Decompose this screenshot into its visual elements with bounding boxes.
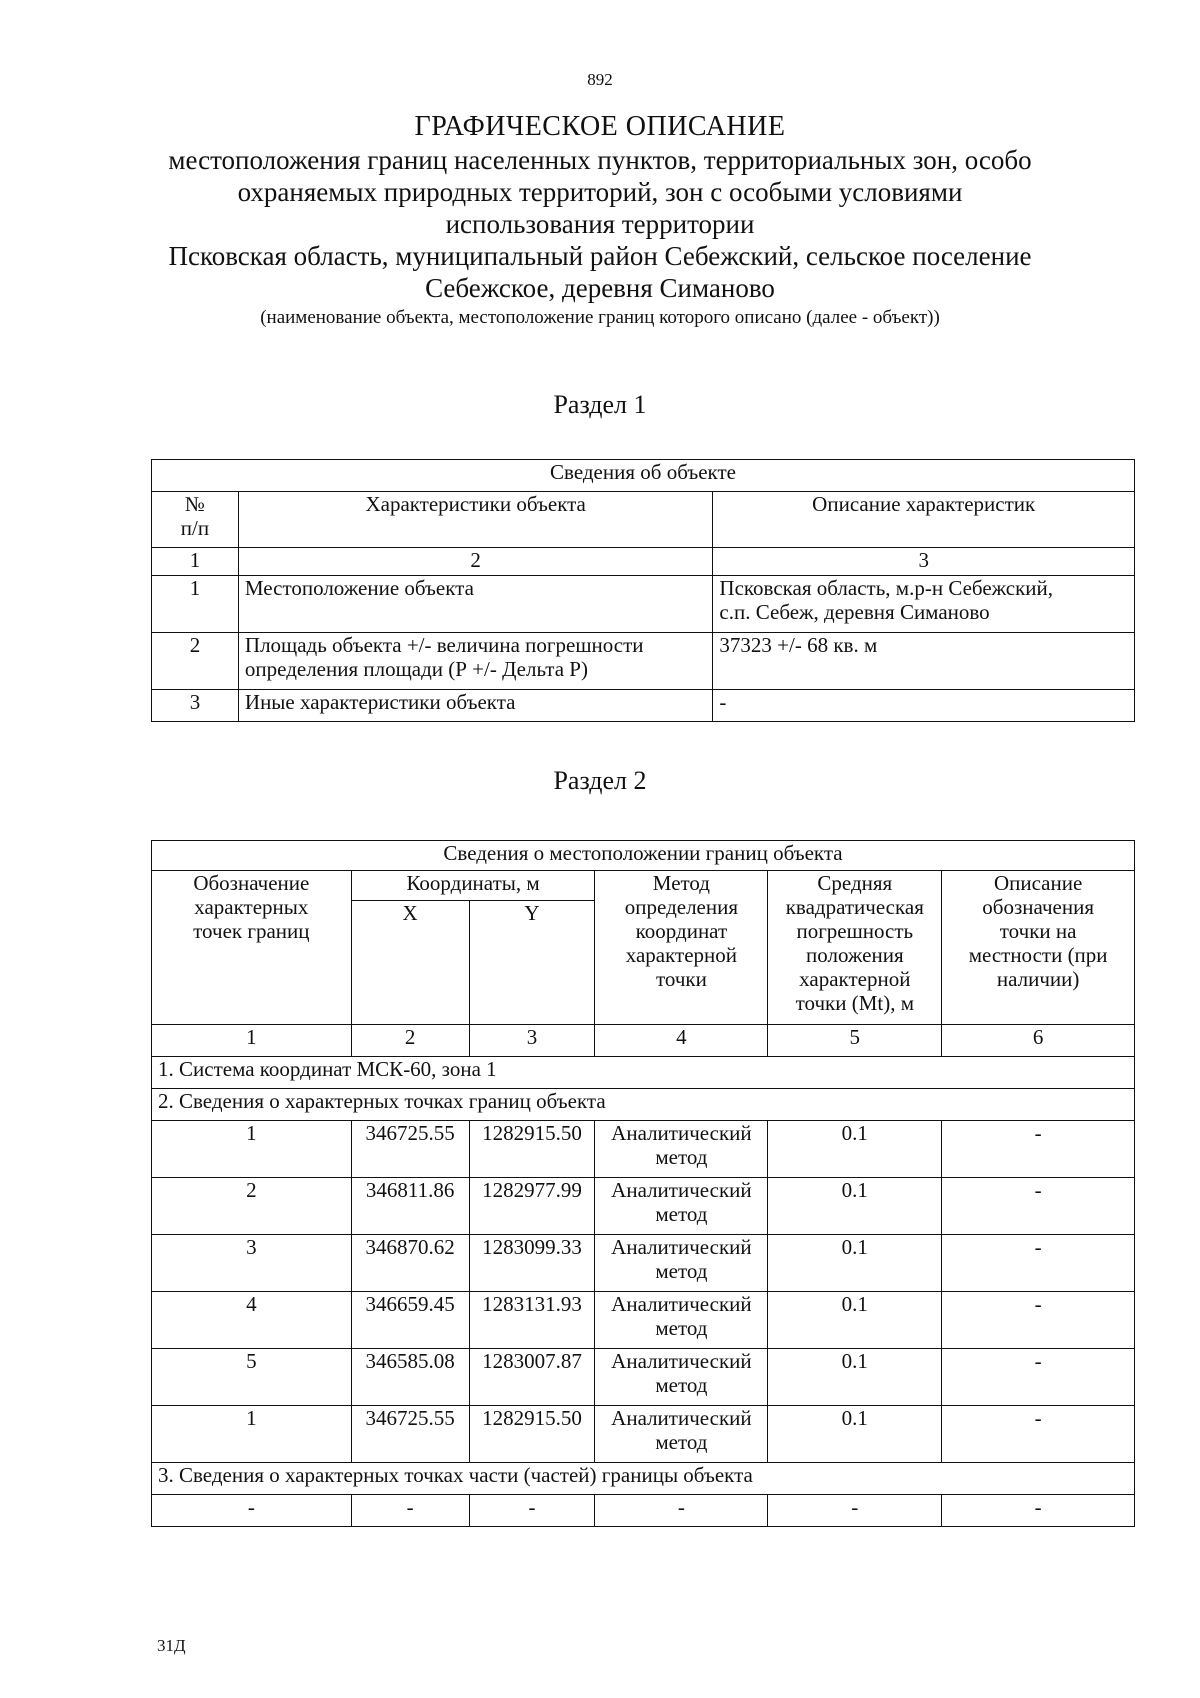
point-mt: 0.1 bbox=[768, 1178, 942, 1235]
point-method: Аналитический метод bbox=[595, 1406, 768, 1463]
parts-value: - bbox=[152, 1495, 352, 1527]
point-method: Аналитический метод bbox=[595, 1178, 768, 1235]
point-y: 1283007.87 bbox=[469, 1349, 595, 1406]
point-x: 346725.55 bbox=[351, 1406, 469, 1463]
boundary-table-title: Сведения о местоположении границ объекта bbox=[152, 841, 1135, 871]
col-number: 3 bbox=[469, 1025, 595, 1057]
header-description: Описание характеристик bbox=[713, 492, 1135, 548]
col-number: 2 bbox=[351, 1025, 469, 1057]
col-number: 5 bbox=[768, 1025, 942, 1057]
row-characteristic: Местоположение объекта bbox=[238, 576, 713, 633]
point-x: 346725.55 bbox=[351, 1121, 469, 1178]
table-row bbox=[152, 1406, 1135, 1463]
point-desc: - bbox=[942, 1121, 1135, 1178]
col-number: 4 bbox=[595, 1025, 768, 1057]
point-x: 346659.45 bbox=[351, 1292, 469, 1349]
point-x: 346585.08 bbox=[351, 1349, 469, 1406]
row-characteristic: Площадь объекта +/- величина погрешности определения площади (Р +/- Дельта Р) bbox=[238, 633, 713, 690]
object-info-table bbox=[151, 459, 1135, 722]
point-y: 1283099.33 bbox=[469, 1235, 595, 1292]
table-row bbox=[152, 1495, 1135, 1527]
header-error: Средняя квадратическая погрешность положения характерной точки (Mt), м bbox=[768, 871, 942, 1025]
header-x: X bbox=[351, 901, 469, 1025]
col-number: 1 bbox=[152, 548, 239, 576]
point-method: Аналитический метод bbox=[595, 1292, 768, 1349]
point-id: 1 bbox=[152, 1406, 352, 1463]
point-id: 4 bbox=[152, 1292, 352, 1349]
point-y: 1282915.50 bbox=[469, 1406, 595, 1463]
point-mt: 0.1 bbox=[768, 1406, 942, 1463]
row-num: 1 bbox=[152, 576, 239, 633]
row-characteristic: Иные характеристики объекта bbox=[238, 690, 713, 722]
row-description: - bbox=[713, 690, 1135, 722]
table-row bbox=[152, 1349, 1135, 1406]
point-y: 1282977.99 bbox=[469, 1178, 595, 1235]
section-2-heading: Раздел 2 bbox=[553, 766, 647, 795]
header-y: Y bbox=[469, 901, 595, 1025]
title-line-1: местоположения границ населенных пунктов, территориальных зон, особо bbox=[168, 145, 1032, 175]
col-number: 1 bbox=[152, 1025, 352, 1057]
table-row bbox=[152, 1235, 1135, 1292]
title-line-2: охраняемых природных территорий, зон с особыми условиями bbox=[237, 177, 963, 207]
page-number: 892 bbox=[587, 70, 613, 89]
parts-value: - bbox=[942, 1495, 1135, 1527]
row-num: 3 bbox=[152, 690, 239, 722]
parts-section-row: 3. Сведения о характерных точках части (частей) границы объекта bbox=[152, 1463, 1135, 1495]
point-x: 346870.62 bbox=[351, 1235, 469, 1292]
header-designation: Обозначение характерных точек границ bbox=[152, 871, 352, 1025]
object-info-title: Сведения об объекте bbox=[152, 460, 1135, 492]
parts-value: - bbox=[469, 1495, 595, 1527]
table-row bbox=[152, 1178, 1135, 1235]
parts-value: - bbox=[351, 1495, 469, 1527]
point-desc: - bbox=[942, 1406, 1135, 1463]
point-mt: 0.1 bbox=[768, 1235, 942, 1292]
document-title: ГРАФИЧЕСКОЕ ОПИСАНИЕ bbox=[414, 111, 786, 142]
table-row bbox=[152, 633, 1135, 690]
title-line-3: использования территории bbox=[445, 209, 755, 239]
object-name-line-2: Себежское, деревня Симаново bbox=[425, 273, 775, 303]
header-num: № п/п bbox=[152, 492, 239, 548]
point-id: 5 bbox=[152, 1349, 352, 1406]
point-id: 1 bbox=[152, 1121, 352, 1178]
section-1-heading: Раздел 1 bbox=[553, 390, 647, 419]
point-mt: 0.1 bbox=[768, 1292, 942, 1349]
boundary-points-table bbox=[151, 840, 1135, 1527]
footer-code: 31Д bbox=[157, 1636, 186, 1655]
col-number: 6 bbox=[942, 1025, 1135, 1057]
header-characteristics: Характеристики объекта bbox=[238, 492, 713, 548]
point-method: Аналитический метод bbox=[595, 1235, 768, 1292]
point-method: Аналитический метод bbox=[595, 1349, 768, 1406]
point-y: 1282915.50 bbox=[469, 1121, 595, 1178]
header-description: Описание обозначения точки на местности (при наличии) bbox=[942, 871, 1135, 1025]
point-method: Аналитический метод bbox=[595, 1121, 768, 1178]
point-id: 3 bbox=[152, 1235, 352, 1292]
point-desc: - bbox=[942, 1292, 1135, 1349]
parts-value: - bbox=[768, 1495, 942, 1527]
point-id: 2 bbox=[152, 1178, 352, 1235]
coordinate-system-row: 1. Система координат МСК-60, зона 1 bbox=[152, 1057, 1135, 1089]
point-desc: - bbox=[942, 1178, 1135, 1235]
table-row bbox=[152, 1121, 1135, 1178]
table-row bbox=[152, 1292, 1135, 1349]
point-desc: - bbox=[942, 1349, 1135, 1406]
object-name-line-1: Псковская область, муниципальный район Себежский, сельское поселение bbox=[168, 241, 1032, 271]
row-description: 37323 +/- 68 кв. м bbox=[713, 633, 1135, 690]
col-number: 3 bbox=[713, 548, 1135, 576]
point-x: 346811.86 bbox=[351, 1178, 469, 1235]
point-desc: - bbox=[942, 1235, 1135, 1292]
parts-value: - bbox=[595, 1495, 768, 1527]
table-row bbox=[152, 576, 1135, 633]
header-coordinates: Координаты, м bbox=[351, 871, 595, 901]
row-description: Псковская область, м.р-н Себежский, с.п. Себеж, деревня Симаново bbox=[713, 576, 1135, 633]
points-section-row: 2. Сведения о характерных точках границ объекта bbox=[152, 1089, 1135, 1121]
row-num: 2 bbox=[152, 633, 239, 690]
col-number: 2 bbox=[238, 548, 713, 576]
header-method: Метод определения координат характерной точки bbox=[595, 871, 768, 1025]
document-header bbox=[60, 110, 1140, 330]
point-mt: 0.1 bbox=[768, 1349, 942, 1406]
point-y: 1283131.93 bbox=[469, 1292, 595, 1349]
table-row bbox=[152, 690, 1135, 722]
point-mt: 0.1 bbox=[768, 1121, 942, 1178]
object-name-note: (наименование объекта, местоположение границ которого описано (далее - объект)) bbox=[260, 307, 940, 328]
